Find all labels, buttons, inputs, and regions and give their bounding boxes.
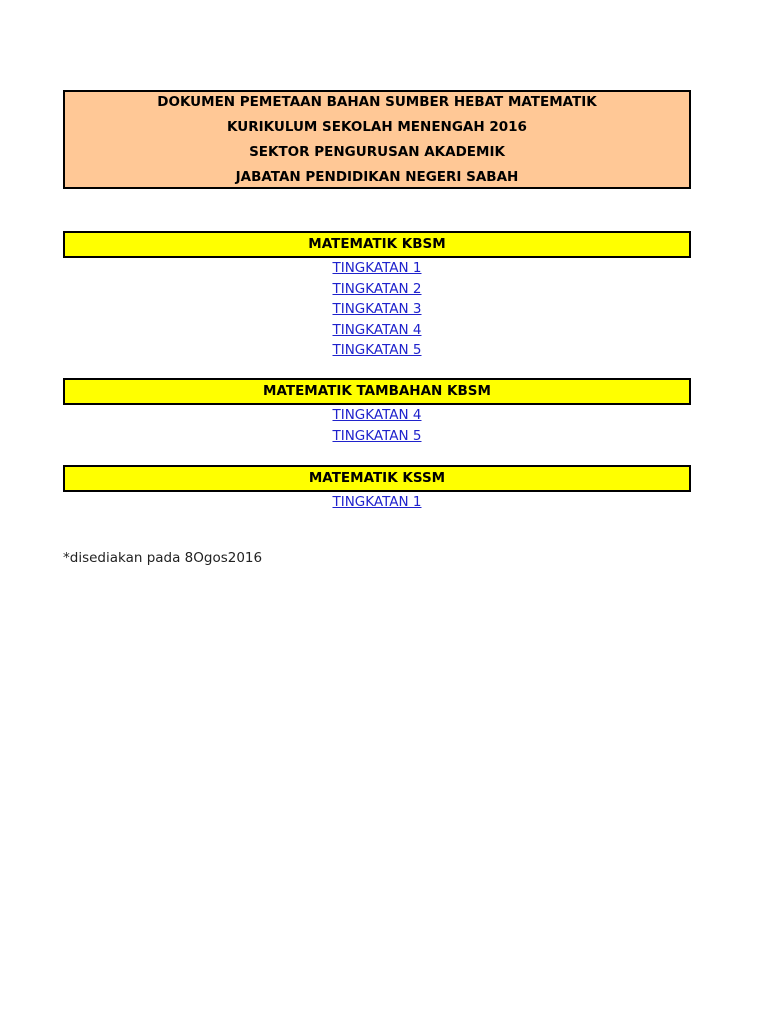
list-item	[63, 278, 691, 299]
footnote-prepared-date: *disediakan pada 8Ogos2016	[63, 550, 263, 566]
document-header	[63, 90, 691, 189]
header-sector: SEKTOR PENGURUSAN AKADEMIK	[249, 143, 505, 160]
header-curriculum: KURIKULUM SEKOLAH MENENGAH 2016	[227, 118, 527, 135]
list-item	[63, 319, 691, 340]
list-item	[63, 298, 691, 319]
header-title: DOKUMEN PEMETAAN BAHAN SUMBER HEBAT MATEMATIK	[157, 93, 597, 110]
link-kbsm-tingkatan-2[interactable]: TINGKATAN 2	[332, 280, 422, 297]
link-kssm-tingkatan-1[interactable]: TINGKATAN 1	[332, 494, 422, 510]
link-kbsm-tingkatan-1[interactable]: TINGKATAN 1	[332, 260, 422, 276]
link-tambahan-tingkatan-5[interactable]: TINGKATAN 5	[332, 427, 422, 444]
link-kbsm-tingkatan-4[interactable]: TINGKATAN 4	[332, 321, 422, 338]
header-department: JABATAN PENDIDIKAN NEGERI SABAH	[235, 168, 519, 185]
link-list-matematik-kssm	[63, 491, 691, 512]
link-tambahan-tingkatan-4[interactable]: TINGKATAN 4	[332, 407, 422, 423]
link-list-matematik-kbsm	[63, 257, 691, 360]
list-item	[63, 491, 691, 512]
link-list-matematik-tambahan-kbsm	[63, 404, 691, 445]
link-kbsm-tingkatan-5[interactable]: TINGKATAN 5	[332, 342, 422, 358]
section-header-matematik-kbsm: MATEMATIK KBSM	[63, 231, 691, 258]
list-item	[63, 425, 691, 446]
list-item	[63, 404, 691, 425]
list-item	[63, 339, 691, 360]
list-item	[63, 257, 691, 278]
section-header-matematik-tambahan-kbsm: MATEMATIK TAMBAHAN KBSM	[63, 378, 691, 405]
link-kbsm-tingkatan-3[interactable]: TINGKATAN 3	[332, 301, 422, 317]
section-header-matematik-kssm: MATEMATIK KSSM	[63, 465, 691, 492]
